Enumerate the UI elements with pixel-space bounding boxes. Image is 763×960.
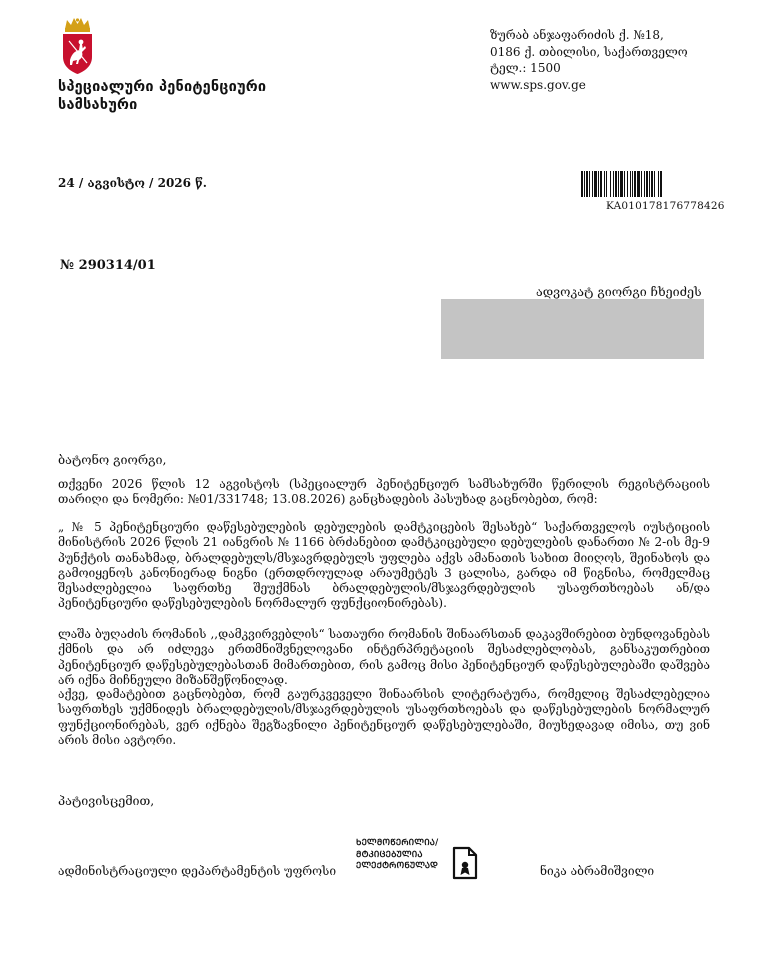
esig-line1: ᲮᲔᲚᲛᲝᲬᲔᲠᲘᲚᲘᲐ/: [356, 838, 439, 848]
barcode-bar: [646, 171, 648, 197]
barcode-bar: [649, 171, 650, 197]
barcode-bar: [624, 171, 625, 197]
barcode-bar: [610, 171, 611, 197]
redacted-area: [441, 299, 704, 359]
barcode-bar: [651, 171, 653, 197]
paragraph-4: აქვე, დამატებით გაცნობებთ, რომ გაურკვეველი შინაარსის ლიტერატურა, რომელიც შესაძლებელია საფრთხეს უქმნიდეს ბრალდებულის/მსჯავრდებულის უსაფრთხოებას და დაწესებულების ნორმალურ ფუნქციონირებას, ვერ იქნება შეგზავნილი პენიტენციურ დაწესებულებაში, მიუხედავად იმისა, თუ ვინ არის მისი ავტორი.: [58, 687, 710, 747]
barcode-bar: [581, 171, 583, 197]
recipient-name: ადვოკატ გიორგი ჩხეიძეს: [536, 284, 702, 299]
address-phone: ტელ.: 1500: [490, 61, 561, 75]
barcode-bar: [604, 171, 605, 197]
barcode-bar: [658, 171, 659, 197]
barcode-bar: [632, 171, 633, 197]
barcode-bar: [594, 171, 597, 197]
esig-line2: ᲛᲢᲙᲘᲪᲔᲑᲣᲚᲘᲐ: [356, 849, 423, 860]
barcode-bar: [620, 171, 623, 197]
barcode-bar: [613, 171, 614, 197]
organization-address: [490, 27, 688, 93]
document-number: № 290314/01: [60, 258, 156, 273]
barcode-bar: [618, 171, 619, 197]
barcode-bar: [654, 171, 655, 197]
barcode-bar: [644, 171, 645, 197]
barcode-bar: [589, 171, 590, 197]
barcode-bar: [660, 171, 662, 197]
paragraph-1: თქვენი 2026 წლის 12 აგვისტოს (სპეციალურ პენიტენციურ სამსახურში წერილის რეგისტრაციის თარიღი და ნომერი: №01/331748; 13.08.2026) განცხადების პასუხად გაცნობებთ, რომ:: [58, 477, 710, 507]
coat-of-arms-logo: [61, 17, 94, 75]
signer-name: ნიკა აბრამიშვილი: [540, 864, 655, 878]
barcode-number: KA010178176778426: [606, 200, 725, 212]
organization-name-line2: სამსახური: [58, 97, 138, 113]
barcode-bar: [637, 171, 640, 197]
salutation: ბატონო გიორგი,: [58, 452, 167, 467]
barcode-bar: [586, 171, 588, 197]
barcode: [581, 171, 713, 197]
esig-line3: ᲔᲚᲔᲥᲢᲠᲝᲜᲣᲚᲐᲓ: [356, 861, 439, 871]
document-signature-icon: [452, 846, 478, 880]
barcode-bar: [606, 171, 607, 197]
address-street: ზურაბ ანჯაფარიძის ქ. №18,: [490, 28, 664, 42]
paragraph-2: „ № 5 პენიტენციური დაწესებულების დებულების დამტკიცების შესახებ“ საქართველოს იუსტიციის მინისტრის 2026 წლის 21 იანვრის № 1166 ბრძანებით დამტკიცებული დებულების დანართი № 2-ის მე-9 პუნქტის თანახმად, ბრალდებულს/მსჯავრდებულს უფლება აქვს ამანათის სახით მიიღოს, შეინახოს და გამოიყენოს კანონიერად ნიგნი (ერთდროულად არაუმეტეს 3 ცალისა, გარდა იმ წიგნისა, რომელმაც შესაძლებელია საფრთხე შეუქმნას ბრალდებულის/მსჯავრდებულის უსაფრთხოებას ან/და პენიტენციური დაწესებულების ნორმალურ ფუნქციონირებას).: [58, 520, 710, 611]
barcode-bar: [600, 171, 602, 197]
organization-name: [58, 78, 266, 114]
electronic-signature-label: [356, 838, 438, 873]
barcode-bar: [630, 171, 631, 197]
barcode-bar: [641, 171, 642, 197]
paragraph-3: ლაშა ბუღაძის რომანის ,,დამკვირვებლის“ სათაური რომანის შინაარსთან დაკავშირებით ბუნდოვანებას ქმნის და არ იძლევა ერთმნიშვნელოვანი ინტერპრეტაციის შესაძლებლობას, განსაკუთრებით პენიტენციურ დაწესებულებასთან მიმართებით, რის გამოც მისი პენიტენციურ დაწესებულებაში დაშვება არ იქნა მიჩნეული მიზანშეწონილად.: [58, 627, 710, 687]
address-website: www.sps.gov.ge: [490, 77, 586, 92]
barcode-bar: [627, 171, 628, 197]
address-city: 0186 ქ. თბილისი, საქართველო: [490, 44, 688, 59]
barcode-bar: [584, 171, 585, 197]
organization-name-line1: სპეციალური პენიტენციური: [58, 79, 267, 95]
closing-phrase: პატივისცემით,: [58, 793, 155, 808]
barcode-bar: [615, 171, 617, 197]
document-date: 24 / აგვისტო / 2026 წ.: [58, 176, 207, 190]
barcode-bar: [592, 171, 593, 197]
signatory-position: ადმინისტრაციული დეპარტამენტის უფროსი: [58, 864, 337, 878]
barcode-bar: [598, 171, 599, 197]
barcode-bar: [634, 171, 636, 197]
